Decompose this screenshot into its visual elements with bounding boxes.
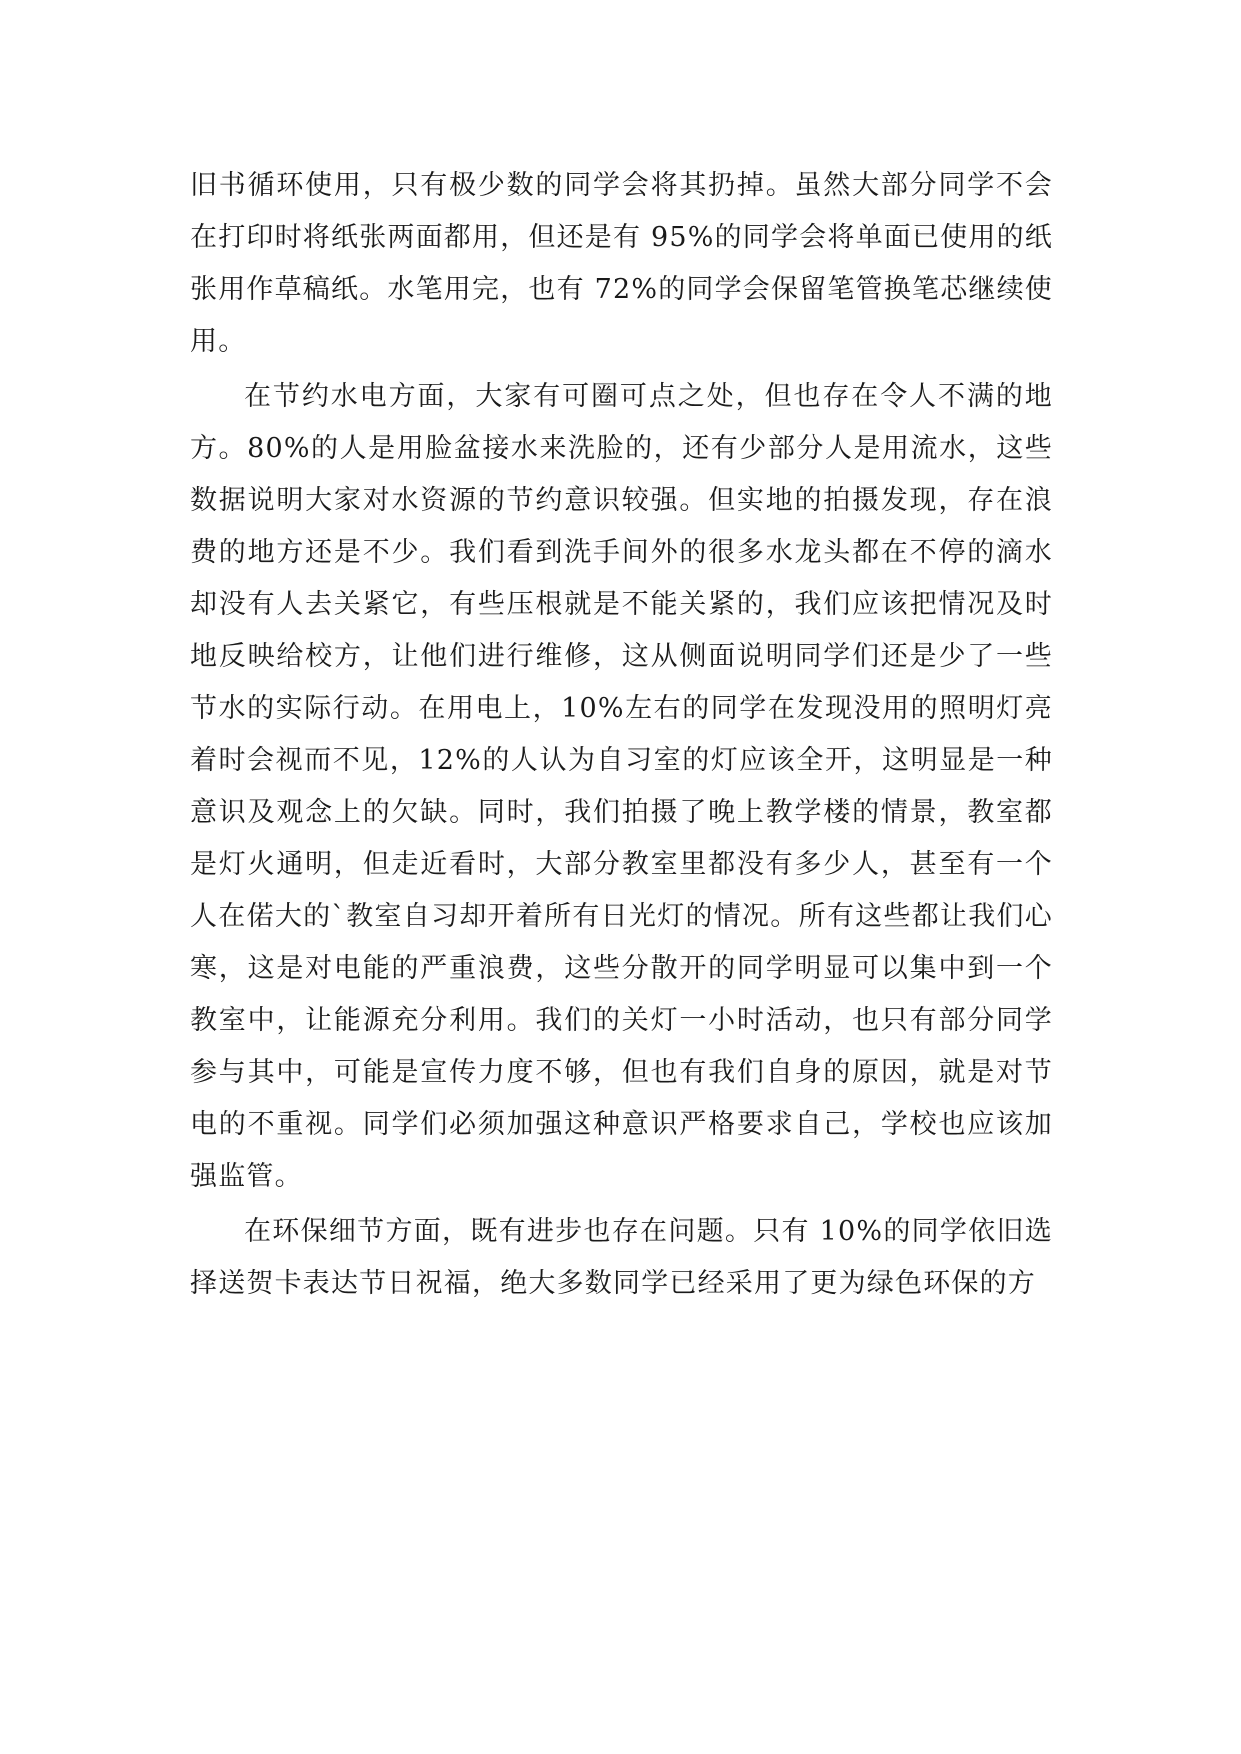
paragraph-water-electricity: 在节约水电方面，大家有可圈可点之处，但也存在令人不满的地方。80%的人是用脸盆接水来洗脸的，还有少部分人是用流水，这些数据说明大家对水资源的节约意识较强。但实地的拍摄发现，存在浪费的地方还是不少。我们看到洗手间外的很多水龙头都在不停的滴水却没有人去关紧它，有些压根就是不能关紧的，我们应该把情况及时地反映给校方，让他们进行维修，这从侧面说明同学们还是少了一些节水的实际行动。在用电上，10%左右的同学在发现没用的照明灯亮着时会视而不见，12%的人认为自习室的灯应该全开，这明显是一种意识及观念上的欠缺。同时，我们拍摄了晚上教学楼的情景，教室都是灯火通明，但走近看时，大部分教室里都没有多少人，甚至有一个人在偌大的`教室自习却开着所有日光灯的情况。所有这些都让我们心寒，这是对电能的严重浪费，这些分散开的同学明显可以集中到一个教室中，让能源充分利用。我们的关灯一小时活动，也只有部分同学参与其中，可能是宣传力度不够，但也有我们自身的原因，就是对节电的不重视。同学们必须加强这种意识严格要求自己，学校也应该加强监管。 bbox=[190, 381, 1053, 1192]
paragraph-environment-details: 在环保细节方面，既有进步也存在问题。只有 10%的同学依旧选择送贺卡表达节日祝福，绝大多数同学已经采用了更为绿色环保的方 bbox=[190, 1216, 1053, 1299]
body-text bbox=[190, 160, 1053, 1310]
paragraph-continuation: 旧书循环使用，只有极少数的同学会将其扔掉。虽然大部分同学不会在打印时将纸张两面都用，但还是有 95%的同学会将单面已使用的纸张用作草稿纸。水笔用完，也有 72%的同学会保留笔管换笔芯继续使用。 bbox=[190, 170, 1053, 357]
